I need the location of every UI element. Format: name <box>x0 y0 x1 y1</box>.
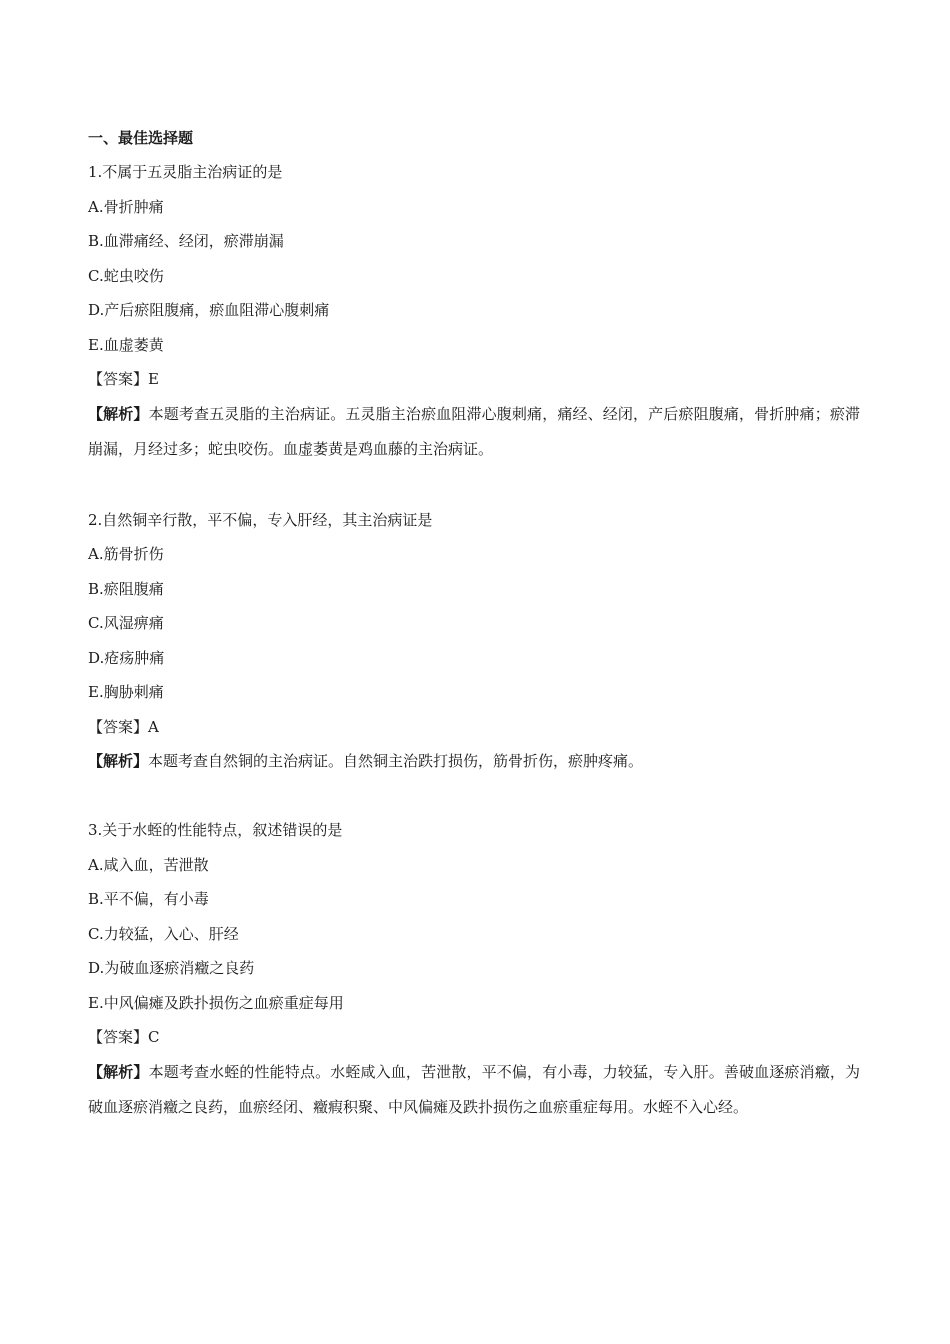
analysis-text: 本题考查自然铜的主治病证。自然铜主治跌打损伤，筋骨折伤，瘀肿疼痛。 <box>148 752 644 770</box>
section-title: 一、最佳选择题 <box>88 129 194 147</box>
question-1-option-b: B.血滞痛经、经闭，瘀滞崩漏 <box>88 232 284 250</box>
question-3-option-b: B.平不偏，有小毒 <box>88 890 209 908</box>
question-2-option-d: D.疮疡肿痛 <box>88 649 165 667</box>
question-2-option-a: A.筋骨折伤 <box>88 545 164 563</box>
answer-label: 【答案】 <box>88 1028 149 1046</box>
answer-label: 【答案】 <box>88 718 149 736</box>
answer-label: 【答案】 <box>88 370 149 388</box>
analysis-text: 本题考查五灵脂的主治病证。五灵脂主治瘀血阻滞心腹刺痛，痛经、经闭，产后瘀阻腹痛，骨折肿痛；瘀滞崩漏，月经过多；蛇虫咬伤。血虚萎黄是鸡血藤的主治病证。 <box>88 405 860 458</box>
question-1-option-d: D.产后瘀阻腹痛，瘀血阻滞心腹刺痛 <box>88 301 330 319</box>
question-1-stem: 1.不属于五灵脂主治病证的是 <box>88 163 283 181</box>
question-3-option-e: E.中风偏瘫及跌扑损伤之血瘀重症每用 <box>88 994 344 1012</box>
question-1-option-a: A.骨折肿痛 <box>88 198 164 216</box>
question-2-answer <box>88 716 858 738</box>
question-3-option-d: D.为破血逐瘀消癥之良药 <box>88 959 255 977</box>
question-3-analysis <box>88 1055 860 1124</box>
question-2-analysis <box>88 744 860 779</box>
question-2-stem: 2.自然铜辛行散，平不偏，专入肝经，其主治病证是 <box>88 511 433 529</box>
analysis-text: 本题考查水蛭的性能特点。水蛭咸入血，苦泄散，平不偏，有小毒，力较猛，专入肝。善破血逐瘀消癥，为破血逐瘀消癥之良药，血瘀经闭、癥瘕积聚、中风偏瘫及跌扑损伤之血瘀重症每用。水蛭不入心经。 <box>88 1063 860 1116</box>
question-3-stem: 3.关于水蛭的性能特点，叙述错误的是 <box>88 821 343 839</box>
question-3-option-a: A.咸入血，苦泄散 <box>88 856 209 874</box>
question-1-option-c: C.蛇虫咬伤 <box>88 267 164 285</box>
question-3-answer <box>88 1026 858 1048</box>
answer-value: C <box>148 1028 160 1046</box>
question-2-option-b: B.瘀阻腹痛 <box>88 580 164 598</box>
question-1-analysis <box>88 397 860 466</box>
analysis-label: 【解析】 <box>88 405 149 423</box>
answer-value: E <box>148 370 159 388</box>
answer-value: A <box>148 718 159 736</box>
question-2-option-c: C.风湿痹痛 <box>88 614 164 632</box>
question-3-option-c: C.力较猛，入心、肝经 <box>88 925 239 943</box>
analysis-label: 【解析】 <box>88 752 149 770</box>
question-1-option-e: E.血虚萎黄 <box>88 336 164 354</box>
question-2-option-e: E.胸胁刺痛 <box>88 683 164 701</box>
question-1-answer <box>88 368 858 390</box>
analysis-label: 【解析】 <box>88 1063 149 1081</box>
